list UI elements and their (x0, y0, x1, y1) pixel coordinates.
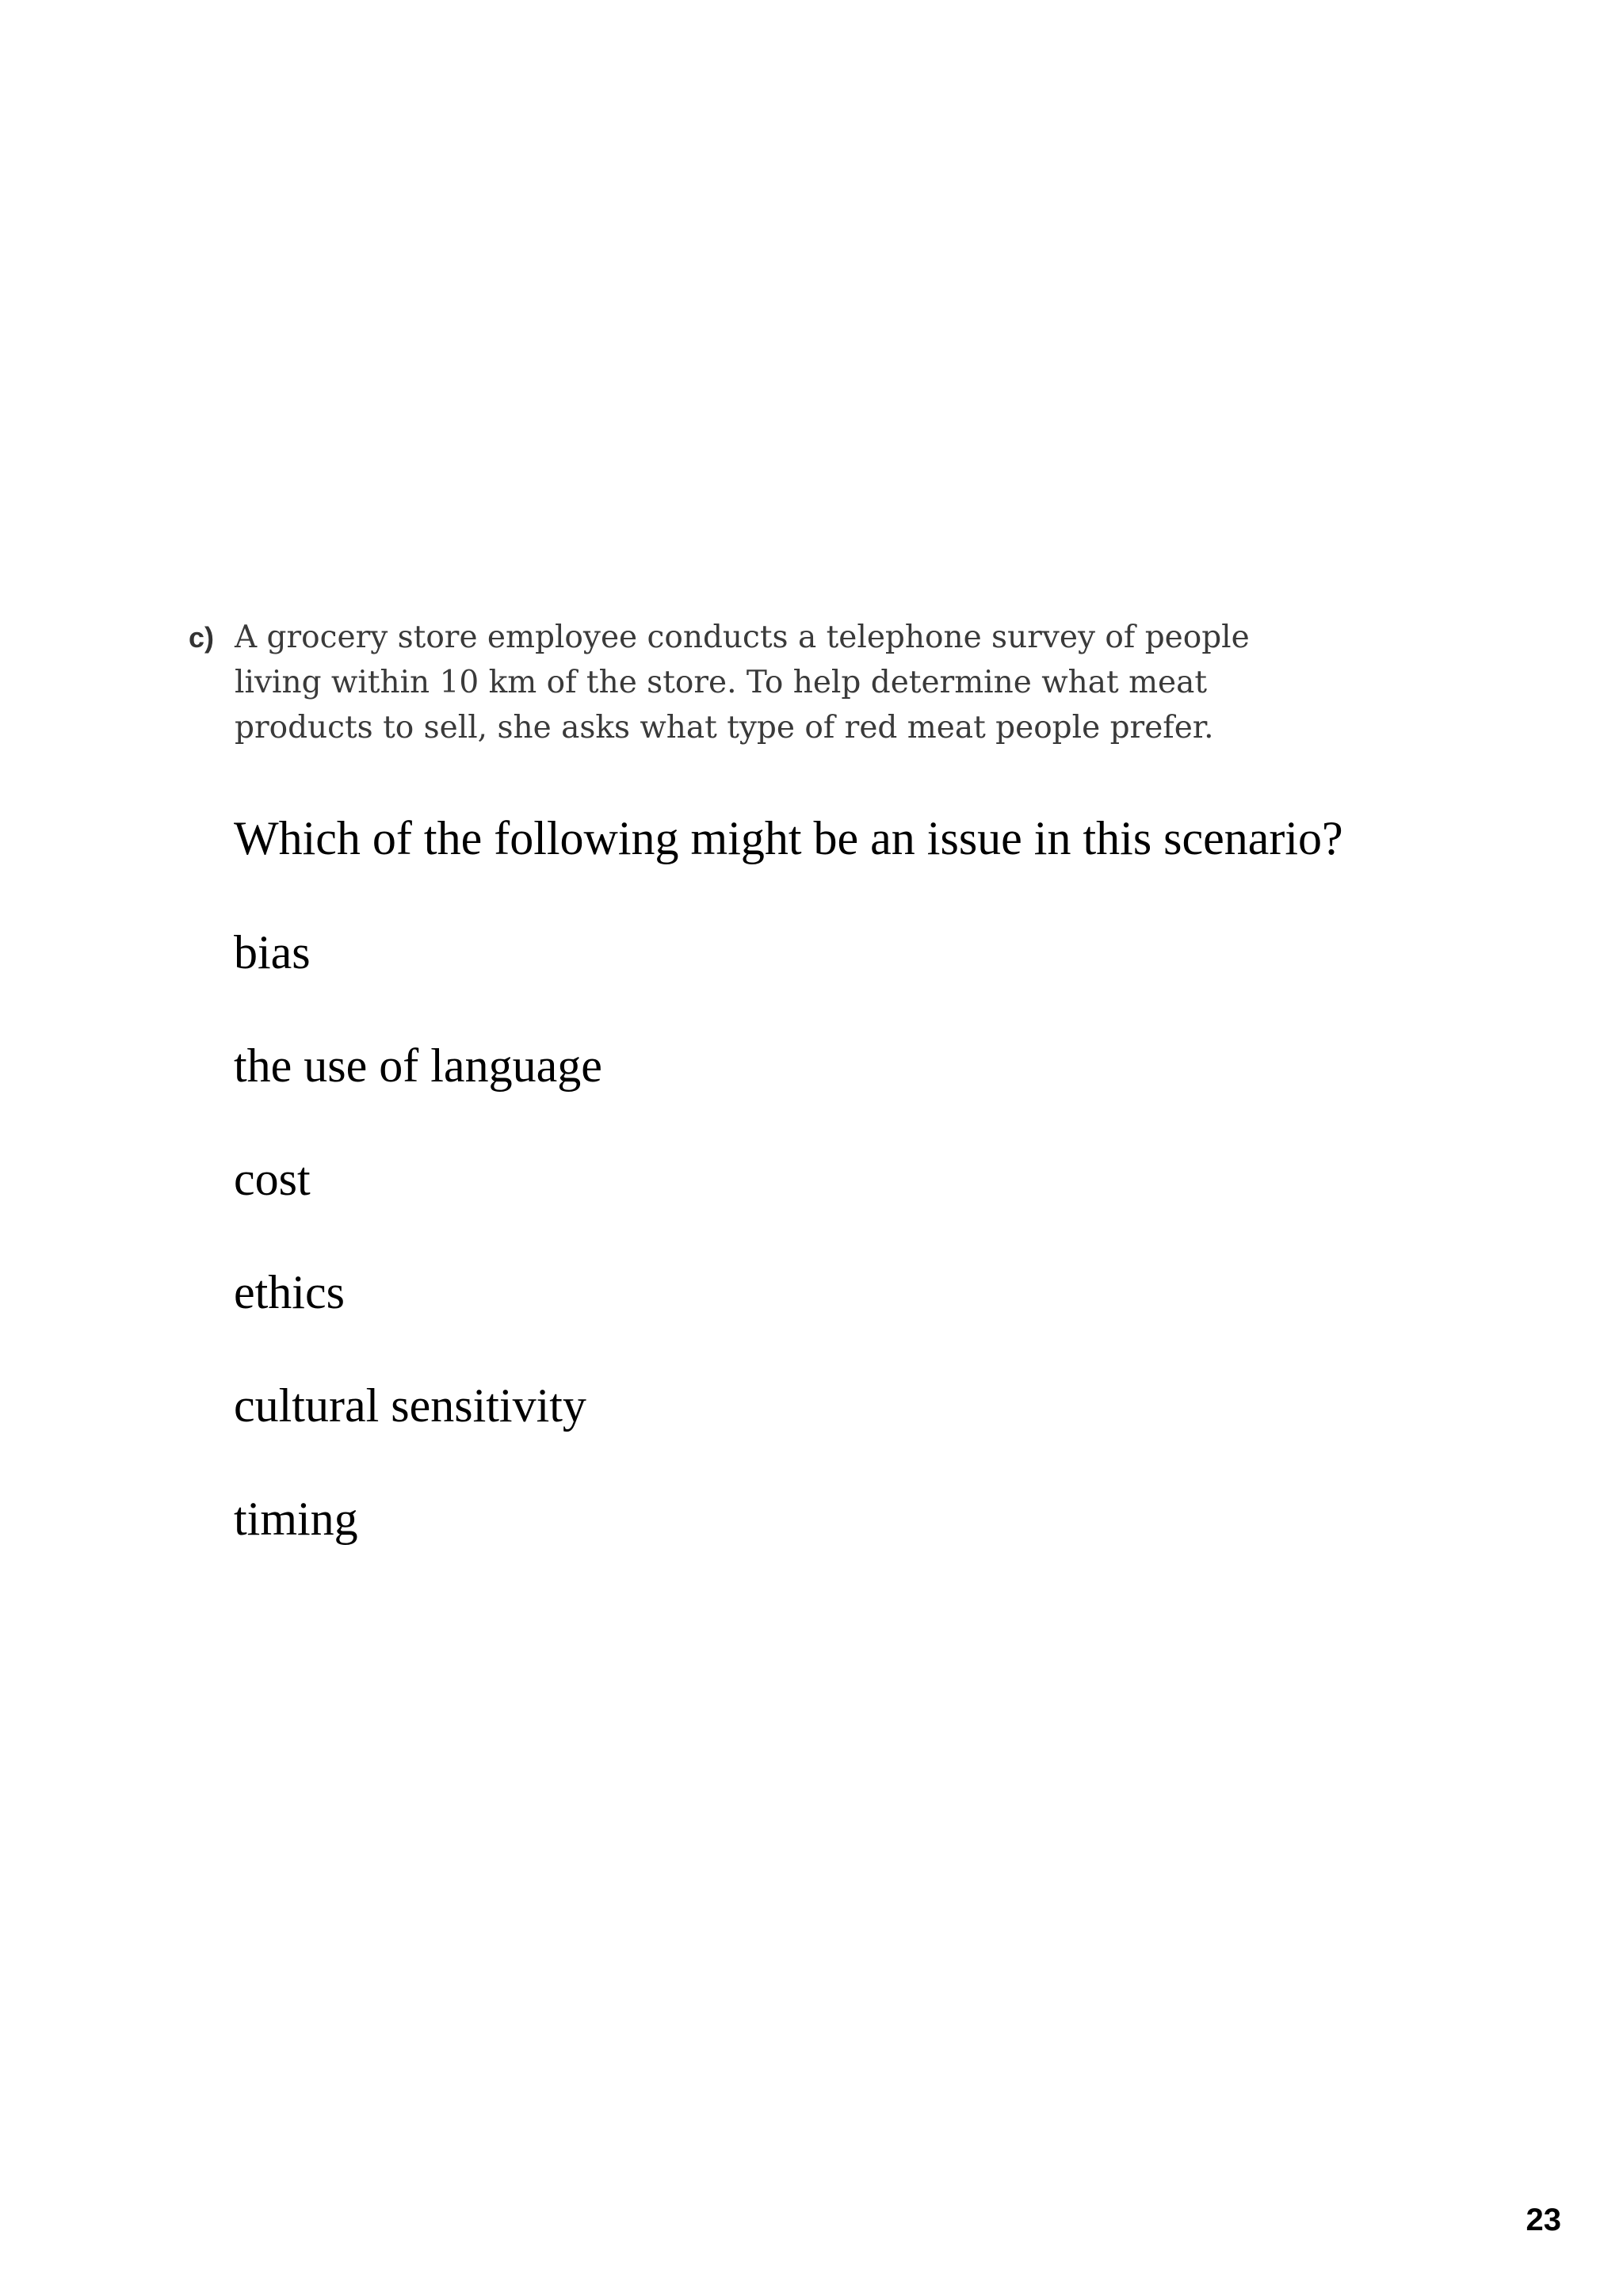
question-text: Which of the following might be an issue in this scenario? (234, 812, 1343, 864)
page-number: 23 (1526, 2203, 1561, 2237)
option-use-of-language[interactable]: the use of language (234, 1039, 602, 1092)
option-cost[interactable]: cost (234, 1153, 311, 1205)
scenario-block (189, 615, 1377, 750)
answer-options-list (234, 924, 602, 1604)
option-bias[interactable]: bias (234, 926, 311, 978)
option-ethics[interactable]: ethics (234, 1266, 345, 1318)
scenario-text: A grocery store employee conducts a telephone survey of people living within 10 km of the store. To help determine what meat products to sell, she asks what type of red meat people prefer. (235, 620, 1250, 746)
scenario-label: c) (189, 621, 215, 654)
option-cultural-sensitivity[interactable]: cultural sensitivity (234, 1379, 586, 1432)
option-timing[interactable]: timing (234, 1493, 358, 1545)
